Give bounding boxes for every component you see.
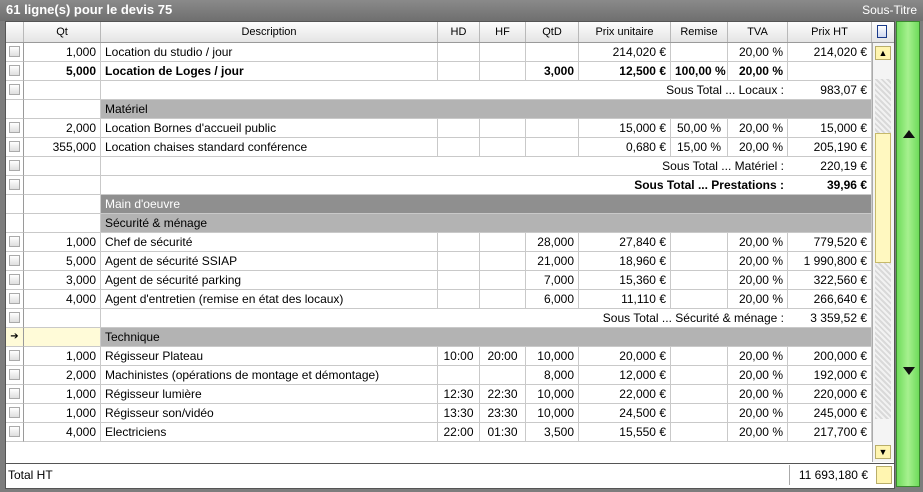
price-ht-cell[interactable]: 217,700 € — [788, 423, 872, 442]
table-row[interactable] — [6, 62, 872, 81]
table-row[interactable] — [6, 43, 872, 62]
hf-cell[interactable] — [480, 138, 526, 157]
row-selector[interactable] — [6, 214, 24, 233]
row-selector-box[interactable] — [9, 179, 20, 190]
row-selector-box[interactable] — [9, 293, 20, 304]
vat-cell[interactable]: 20,00 % — [728, 347, 788, 366]
vat-cell[interactable]: 20,00 % — [728, 119, 788, 138]
subtotal-value: 3 359,52 € — [788, 309, 872, 328]
hd-cell[interactable] — [438, 233, 480, 252]
row-selector-box[interactable] — [9, 312, 20, 323]
qtd-cell[interactable] — [526, 138, 579, 157]
total-bar-button[interactable] — [876, 466, 892, 484]
column-header-qtd[interactable]: QtD — [526, 22, 579, 42]
hf-cell[interactable]: 22:30 — [480, 385, 526, 404]
unit-price-cell[interactable]: 18,960 € — [579, 252, 671, 271]
unit-price-cell[interactable]: 20,000 € — [579, 347, 671, 366]
subtotal-row[interactable] — [6, 176, 872, 195]
title-bar — [0, 0, 923, 21]
section-title[interactable]: Sécurité & ménage — [101, 214, 872, 233]
row-selector-box[interactable] — [9, 236, 20, 247]
table-row[interactable] — [6, 404, 872, 423]
price-ht-cell[interactable]: 192,000 € — [788, 366, 872, 385]
qt-cell[interactable]: 1,000 — [24, 404, 101, 423]
vat-cell[interactable]: 20,00 % — [728, 138, 788, 157]
hf-cell[interactable]: 23:30 — [480, 404, 526, 423]
price-ht-cell[interactable] — [788, 62, 872, 81]
row-selector[interactable] — [6, 366, 24, 385]
unit-price-cell[interactable]: 12,500 € — [579, 62, 671, 81]
hf-cell[interactable] — [480, 119, 526, 138]
price-ht-cell[interactable]: 205,190 € — [788, 138, 872, 157]
vat-cell[interactable]: 20,00 % — [728, 385, 788, 404]
qtd-cell[interactable]: 7,000 — [526, 271, 579, 290]
section-row[interactable] — [6, 195, 872, 214]
qt-cell[interactable] — [24, 195, 101, 214]
table-row[interactable] — [6, 347, 872, 366]
subtotal-row[interactable] — [6, 157, 872, 176]
table-row[interactable] — [6, 290, 872, 309]
unit-price-cell[interactable]: 15,550 € — [579, 423, 671, 442]
qtd-cell[interactable] — [526, 43, 579, 62]
qt-cell[interactable] — [24, 328, 101, 347]
column-header-prix-unitaire[interactable]: Prix unitaire — [579, 22, 671, 42]
vertical-scroll-thumb[interactable] — [875, 133, 891, 263]
vat-cell[interactable]: 20,00 % — [728, 423, 788, 442]
description-cell[interactable]: Agent de sécurité parking — [101, 271, 438, 290]
qt-cell[interactable]: 5,000 — [24, 252, 101, 271]
current-row-arrow-icon[interactable]: ➔ — [6, 328, 24, 347]
subtotal-value: 220,19 € — [788, 157, 872, 176]
row-selector-box[interactable] — [9, 274, 20, 285]
column-header-remise[interactable]: Remise — [671, 22, 728, 42]
total-ht-value: 11 693,180 € — [789, 465, 871, 485]
unit-price-cell[interactable]: 27,840 € — [579, 233, 671, 252]
section-row[interactable] — [6, 100, 872, 119]
qtd-cell[interactable]: 6,000 — [526, 290, 579, 309]
price-ht-cell[interactable]: 220,000 € — [788, 385, 872, 404]
grid-header — [6, 22, 894, 43]
qtd-cell[interactable] — [526, 119, 579, 138]
description-cell[interactable]: Location chaises standard conférence — [101, 138, 438, 157]
qt-cell[interactable]: 1,000 — [24, 385, 101, 404]
table-row[interactable] — [6, 366, 872, 385]
qtd-cell[interactable]: 3,500 — [526, 423, 579, 442]
description-cell[interactable]: Régisseur son/vidéo — [101, 404, 438, 423]
hf-cell[interactable] — [480, 271, 526, 290]
unit-price-cell[interactable]: 15,360 € — [579, 271, 671, 290]
row-selector[interactable] — [6, 176, 24, 195]
subtotal-label: Sous Total ... Matériel : — [101, 157, 788, 176]
price-ht-cell[interactable]: 322,560 € — [788, 271, 872, 290]
row-selector-box[interactable] — [9, 84, 20, 95]
discount-cell[interactable]: 50,00 % — [671, 119, 728, 138]
column-header-hd[interactable]: HD — [438, 22, 480, 42]
quote-lines-grid — [5, 21, 895, 464]
row-selector[interactable] — [6, 119, 24, 138]
qtd-cell[interactable]: 21,000 — [526, 252, 579, 271]
subtotal-row[interactable] — [6, 81, 872, 100]
row-selector-box[interactable] — [9, 255, 20, 266]
hd-cell[interactable] — [438, 366, 480, 385]
description-cell[interactable]: Régisseur Plateau — [101, 347, 438, 366]
row-selector-box[interactable] — [9, 160, 20, 171]
discount-cell[interactable] — [671, 271, 728, 290]
row-selector[interactable] — [6, 347, 24, 366]
unit-price-cell[interactable]: 214,020 € — [579, 43, 671, 62]
vertical-scrollbar[interactable] — [872, 43, 894, 462]
vat-cell[interactable]: 20,00 % — [728, 233, 788, 252]
unit-price-cell[interactable]: 12,000 € — [579, 366, 671, 385]
hd-cell[interactable] — [438, 62, 480, 81]
vat-cell[interactable]: 20,00 % — [728, 43, 788, 62]
hf-cell[interactable] — [480, 366, 526, 385]
price-ht-cell[interactable]: 214,020 € — [788, 43, 872, 62]
hf-cell[interactable]: 20:00 — [480, 347, 526, 366]
row-selector-box[interactable] — [9, 141, 20, 152]
qt-cell[interactable] — [24, 214, 101, 233]
column-header-prix-ht[interactable]: Prix HT — [788, 22, 872, 42]
row-selector-box[interactable] — [9, 388, 20, 399]
row-selector-box[interactable] — [9, 426, 20, 437]
qt-cell — [24, 81, 101, 100]
section-row[interactable] — [6, 214, 872, 233]
price-ht-cell[interactable]: 266,640 € — [788, 290, 872, 309]
discount-cell[interactable] — [671, 366, 728, 385]
section-title[interactable]: Matériel — [101, 100, 872, 119]
qtd-cell[interactable]: 28,000 — [526, 233, 579, 252]
price-ht-cell[interactable]: 779,520 € — [788, 233, 872, 252]
row-selector-box[interactable] — [9, 65, 20, 76]
subtotal-value: 39,96 € — [788, 176, 872, 195]
scroll-down-arrow-icon[interactable]: ▼ — [875, 445, 891, 459]
description-cell[interactable]: Agent de sécurité SSIAP — [101, 252, 438, 271]
discount-cell[interactable] — [671, 404, 728, 423]
discount-cell[interactable] — [671, 347, 728, 366]
qtd-cell[interactable]: 10,000 — [526, 385, 579, 404]
row-selector[interactable] — [6, 309, 24, 328]
row-selector-box[interactable] — [9, 350, 20, 361]
table-row[interactable] — [6, 385, 872, 404]
table-row[interactable] — [6, 423, 872, 442]
discount-cell[interactable]: 15,00 % — [671, 138, 728, 157]
row-selector[interactable] — [6, 100, 24, 119]
qt-cell[interactable]: 1,000 — [24, 233, 101, 252]
qt-cell[interactable]: 4,000 — [24, 290, 101, 309]
row-selector[interactable] — [6, 62, 24, 81]
qtd-cell[interactable]: 10,000 — [526, 347, 579, 366]
description-cell[interactable]: Chef de sécurité — [101, 233, 438, 252]
panel-down-triangle-icon[interactable] — [903, 367, 915, 375]
discount-cell[interactable] — [671, 385, 728, 404]
row-selector[interactable] — [6, 271, 24, 290]
unit-price-cell[interactable]: 0,680 € — [579, 138, 671, 157]
unit-price-cell[interactable]: 15,000 € — [579, 119, 671, 138]
row-selector[interactable] — [6, 195, 24, 214]
vat-cell[interactable]: 20,00 % — [728, 290, 788, 309]
header-selector — [6, 22, 24, 42]
description-cell[interactable]: Location Bornes d'accueil public — [101, 119, 438, 138]
row-selector[interactable] — [6, 404, 24, 423]
price-ht-cell[interactable]: 245,000 € — [788, 404, 872, 423]
table-row[interactable] — [6, 271, 872, 290]
description-cell[interactable]: Location du studio / jour — [101, 43, 438, 62]
vat-cell[interactable]: 20,00 % — [728, 404, 788, 423]
subtotal-label: Sous Total ... Sécurité & ménage : — [101, 309, 788, 328]
qt-cell — [24, 157, 101, 176]
row-selector-box[interactable] — [9, 46, 20, 57]
hd-cell[interactable] — [438, 290, 480, 309]
row-selector-box[interactable] — [9, 369, 20, 380]
hd-cell[interactable] — [438, 252, 480, 271]
qt-cell — [24, 176, 101, 195]
unit-price-cell[interactable]: 22,000 € — [579, 385, 671, 404]
discount-cell[interactable] — [671, 43, 728, 62]
hf-cell[interactable] — [480, 43, 526, 62]
hd-cell[interactable]: 22:00 — [438, 423, 480, 442]
price-ht-cell[interactable]: 200,000 € — [788, 347, 872, 366]
total-bar — [5, 463, 895, 489]
unit-price-cell[interactable]: 24,500 € — [579, 404, 671, 423]
hd-cell[interactable]: 10:00 — [438, 347, 480, 366]
hf-cell[interactable] — [480, 62, 526, 81]
hd-cell[interactable]: 13:30 — [438, 404, 480, 423]
row-selector[interactable] — [6, 423, 24, 442]
qt-cell[interactable]: 355,000 — [24, 138, 101, 157]
description-cell[interactable]: Machinistes (opérations de montage et démontage) — [101, 366, 438, 385]
subtotal-row[interactable] — [6, 309, 872, 328]
table-row[interactable] — [6, 233, 872, 252]
hd-cell[interactable] — [438, 43, 480, 62]
row-selector[interactable] — [6, 290, 24, 309]
qt-cell[interactable]: 3,000 — [24, 271, 101, 290]
qt-cell[interactable]: 2,000 — [24, 366, 101, 385]
trash-icon[interactable] — [877, 25, 887, 38]
window-subtitle: Sous-Titre — [862, 3, 917, 17]
hf-cell[interactable] — [480, 233, 526, 252]
total-ht-label: Total HT — [8, 468, 53, 482]
price-ht-cell[interactable]: 1 990,800 € — [788, 252, 872, 271]
row-selector[interactable] — [6, 138, 24, 157]
row-selector[interactable] — [6, 385, 24, 404]
hf-cell[interactable] — [480, 290, 526, 309]
vat-cell[interactable]: 20,00 % — [728, 252, 788, 271]
vat-cell[interactable]: 20,00 % — [728, 366, 788, 385]
column-header-description[interactable]: Description — [101, 22, 438, 42]
description-cell[interactable]: Agent d'entretien (remise en état des locaux) — [101, 290, 438, 309]
unit-price-cell[interactable]: 11,110 € — [579, 290, 671, 309]
row-selector[interactable] — [6, 81, 24, 100]
row-selector-box[interactable] — [9, 122, 20, 133]
column-header-hf[interactable]: HF — [480, 22, 526, 42]
qt-cell — [24, 309, 101, 328]
discount-cell[interactable] — [671, 233, 728, 252]
column-header-tva[interactable]: TVA — [728, 22, 788, 42]
qt-cell[interactable]: 4,000 — [24, 423, 101, 442]
discount-cell[interactable] — [671, 252, 728, 271]
table-row[interactable] — [6, 138, 872, 157]
row-selector[interactable] — [6, 157, 24, 176]
row-selector-box[interactable] — [9, 407, 20, 418]
description-cell[interactable]: Electriciens — [101, 423, 438, 442]
row-selector[interactable] — [6, 252, 24, 271]
section-title[interactable]: Main d'oeuvre — [101, 195, 872, 214]
discount-cell[interactable] — [671, 290, 728, 309]
hd-cell[interactable] — [438, 119, 480, 138]
panel-up-triangle-icon[interactable] — [903, 130, 915, 138]
section-row[interactable] — [6, 328, 872, 347]
hf-cell[interactable] — [480, 252, 526, 271]
hf-cell[interactable]: 01:30 — [480, 423, 526, 442]
description-cell[interactable]: Location de Loges / jour — [101, 62, 438, 81]
description-cell[interactable]: Régisseur lumière — [101, 385, 438, 404]
subtotal-label: Sous Total ... Prestations : — [101, 176, 788, 195]
vat-cell[interactable]: 20,00 % — [728, 62, 788, 81]
hd-cell[interactable] — [438, 271, 480, 290]
price-ht-cell[interactable]: 15,000 € — [788, 119, 872, 138]
qt-cell[interactable]: 1,000 — [24, 43, 101, 62]
hd-cell[interactable] — [438, 138, 480, 157]
qt-cell[interactable]: 2,000 — [24, 119, 101, 138]
qtd-cell[interactable]: 8,000 — [526, 366, 579, 385]
discount-cell[interactable]: 100,00 % — [671, 62, 728, 81]
qt-cell[interactable]: 5,000 — [24, 62, 101, 81]
hd-cell[interactable]: 12:30 — [438, 385, 480, 404]
qt-cell[interactable] — [24, 100, 101, 119]
window-title: 61 ligne(s) pour le devis 75 — [6, 2, 173, 17]
column-header-qt[interactable]: Qt — [24, 22, 101, 42]
row-selector[interactable] — [6, 43, 24, 62]
qtd-cell[interactable]: 10,000 — [526, 404, 579, 423]
scroll-up-arrow-icon[interactable]: ▲ — [875, 46, 891, 60]
row-selector[interactable] — [6, 233, 24, 252]
table-row[interactable] — [6, 252, 872, 271]
subtotal-label: Sous Total ... Locaux : — [101, 81, 788, 100]
navigation-side-panel — [896, 21, 920, 487]
section-title[interactable]: Technique — [101, 328, 872, 347]
discount-cell[interactable] — [671, 423, 728, 442]
table-row[interactable] — [6, 119, 872, 138]
qtd-cell[interactable]: 3,000 — [526, 62, 579, 81]
subtotal-value: 983,07 € — [788, 81, 872, 100]
vat-cell[interactable]: 20,00 % — [728, 271, 788, 290]
qt-cell[interactable]: 1,000 — [24, 347, 101, 366]
